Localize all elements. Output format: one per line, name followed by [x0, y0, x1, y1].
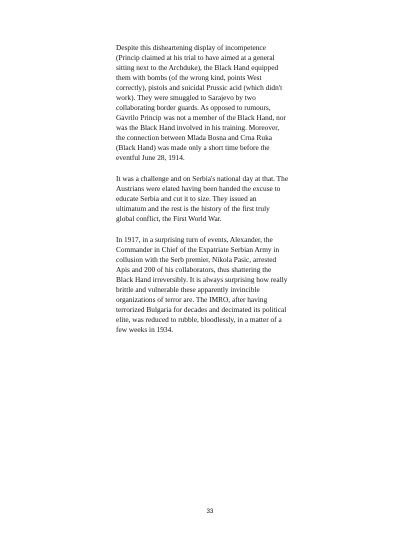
- paragraph-black-hand-equipment: Despite this disheartening display of incompetence (Princip claimed at his trial to have aimed at a general sitting next to the Archduke), the Black Hand equipped them with bombs (of the wrong kind, points West correctly), pistols and suicidal Prussic acid (which didn't work). They were smuggled to Sarajevo by two collaborating border guards. As opposed to rumours, Gavrilo Princip was not a member of the Black Hand, nor was the Black Hand involved in his training. Moreover, the connection between Mlada Bosna and Crna Ruka (Black Hand) was made only a short time before the eventful June 28, 1914.: [116, 43, 286, 162]
- page-number: 33: [206, 509, 214, 515]
- body-text: [116, 43, 342, 346]
- paragraph-serbia-ultimatum: It was a challenge and on Serbia's national day at that. The Austrians were elated having been handed the excuse to educate Serbia and cut it to size. They issued an ultimatum and the rest is the history of the first truly global conflict, the First World War.: [116, 174, 289, 223]
- paragraph-apis-arrest: In 1917, in a surprising turn of events, Alexander, the Commander in Chief of the Expatriate Serbian Army in collusion with the Serb premier, Nikola Pasic, arrested Apis and 200 of his collaborators, thus shattering the Black Hand irreversibly. It is always surprising how really brittle and vulnerable these apparently invincible organizations of terror are. The IMRO, after having terrorized Bulgaria for decades and decimated its political elite, was reduced to rubble, bloodlessly, in a matter of a few weeks in 1934.: [116, 235, 288, 334]
